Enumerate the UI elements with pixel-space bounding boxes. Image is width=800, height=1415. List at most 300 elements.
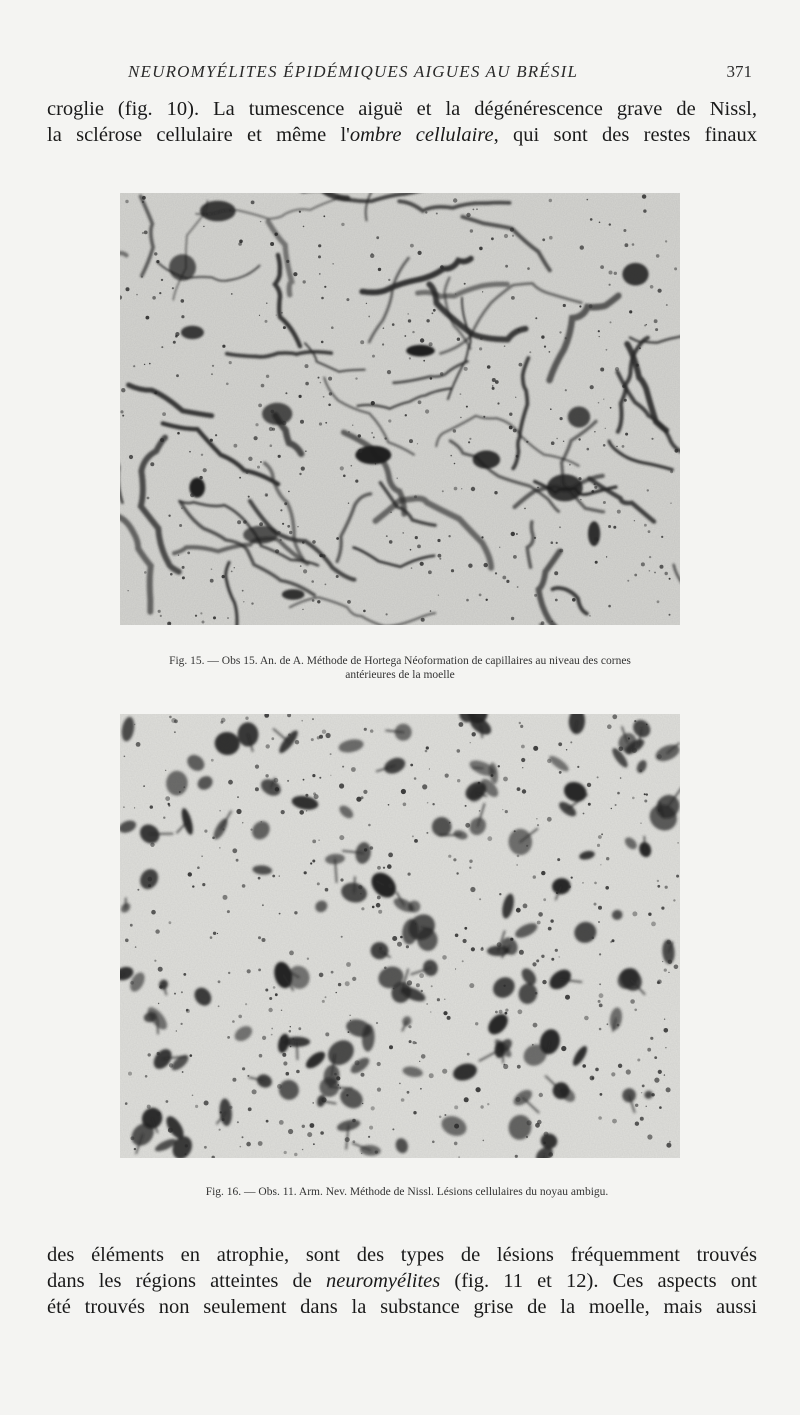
granule <box>158 967 163 972</box>
granule <box>236 809 241 814</box>
granule <box>318 377 320 379</box>
cell-body-stain <box>406 345 435 357</box>
granule <box>527 1120 532 1125</box>
cell-body-stain <box>547 474 583 501</box>
granule <box>286 260 289 263</box>
granule <box>480 1105 483 1108</box>
granule <box>674 965 679 970</box>
granule <box>303 226 305 228</box>
granule <box>498 765 500 767</box>
granule <box>412 835 414 837</box>
granule <box>674 267 677 270</box>
granule <box>178 555 179 556</box>
granule <box>510 228 514 232</box>
granule <box>639 769 642 772</box>
granule <box>626 1069 631 1074</box>
granule <box>137 889 139 891</box>
granule <box>600 368 604 372</box>
granule <box>428 570 432 574</box>
granule <box>130 924 133 927</box>
granule <box>665 240 667 242</box>
granule <box>361 1073 365 1077</box>
granule <box>388 853 393 858</box>
granule <box>509 413 512 416</box>
granule <box>460 393 462 395</box>
granule <box>279 913 281 915</box>
granule <box>284 1151 287 1154</box>
granule <box>622 445 625 448</box>
granule <box>440 265 444 269</box>
granule <box>499 1010 503 1014</box>
granule <box>670 503 671 504</box>
granule <box>169 716 172 719</box>
granule <box>416 983 420 987</box>
granule <box>455 934 459 938</box>
granule <box>162 412 166 416</box>
granule <box>511 617 514 620</box>
granule <box>369 1126 373 1130</box>
granule <box>281 810 285 814</box>
granule <box>301 720 303 722</box>
granule <box>658 289 662 293</box>
granule <box>519 950 524 955</box>
granule <box>370 729 373 732</box>
granule <box>376 903 381 908</box>
granule <box>503 1064 508 1069</box>
granule <box>324 286 326 288</box>
granule <box>589 615 590 616</box>
granule <box>364 728 367 731</box>
granule <box>372 906 375 909</box>
granule <box>439 558 441 560</box>
granule <box>242 1136 244 1138</box>
granule <box>491 237 494 240</box>
running-title: NEUROMYÉLITES ÉPIDÉMIQUES AIGUES AU BRÉSIL <box>128 62 579 81</box>
granule <box>430 1011 431 1012</box>
granule <box>268 1008 272 1012</box>
granule <box>372 355 375 358</box>
granule <box>234 444 238 448</box>
granule <box>328 377 332 381</box>
granule <box>541 335 544 338</box>
granule <box>664 1019 665 1020</box>
granule <box>599 1004 603 1008</box>
granule <box>522 767 523 768</box>
granule <box>611 1072 615 1076</box>
granule <box>306 810 307 811</box>
granule <box>598 1000 601 1003</box>
granule <box>655 328 658 331</box>
paragraph-line <box>47 1268 757 1294</box>
granule <box>448 535 450 537</box>
granule <box>358 885 362 889</box>
granule <box>284 502 287 505</box>
granule <box>289 1030 292 1033</box>
granule <box>317 600 320 603</box>
granule <box>439 1116 442 1119</box>
figure-15-micrograph <box>120 193 680 625</box>
granule <box>617 1024 620 1027</box>
granule <box>169 622 171 624</box>
granule <box>599 222 601 224</box>
granule <box>360 893 361 894</box>
granule <box>479 347 482 350</box>
granule <box>628 737 630 739</box>
granule <box>597 844 600 847</box>
granule <box>255 787 259 791</box>
granule <box>433 309 436 312</box>
granule <box>362 1103 363 1104</box>
caption-line: Fig. 15. — Obs 15. An. de A. Méthode de Hortega Néoformation de capillaires au niveau des cornes <box>169 655 631 667</box>
granule <box>541 871 545 875</box>
granule <box>565 995 570 1000</box>
granule <box>188 872 192 876</box>
granule <box>212 365 214 367</box>
granule <box>505 810 508 813</box>
granule <box>470 229 473 232</box>
granule <box>520 725 523 728</box>
granule <box>400 936 403 939</box>
granule <box>479 898 481 900</box>
granule <box>582 882 583 883</box>
granule <box>408 1025 411 1028</box>
granule <box>248 457 252 461</box>
granule <box>176 1030 177 1031</box>
dendrite-stain <box>474 768 483 769</box>
granule <box>665 572 668 575</box>
granule <box>649 570 651 572</box>
granule <box>516 1097 521 1102</box>
granule <box>517 855 520 858</box>
granule <box>444 999 445 1000</box>
paragraph-top <box>47 96 757 148</box>
granule <box>420 338 424 342</box>
granule <box>401 1098 405 1102</box>
granule <box>471 947 475 951</box>
granule <box>340 1087 342 1089</box>
granule <box>610 321 612 323</box>
granule <box>559 331 561 333</box>
granule <box>442 1069 447 1074</box>
granule <box>519 722 521 724</box>
granule <box>156 260 159 263</box>
granule <box>147 497 150 500</box>
granule <box>254 436 258 440</box>
granule <box>376 1022 378 1024</box>
granule <box>260 461 262 463</box>
granule <box>242 822 243 823</box>
cell-body-stain <box>622 263 648 286</box>
granule <box>258 936 261 939</box>
granule <box>657 880 659 882</box>
granule <box>625 433 628 436</box>
granule <box>219 1129 221 1131</box>
granule <box>536 818 537 819</box>
granule <box>136 742 141 747</box>
granule <box>447 1016 451 1020</box>
granule <box>338 983 341 986</box>
granule <box>364 848 367 851</box>
granule <box>442 955 447 960</box>
granule <box>547 759 551 763</box>
granule <box>305 451 306 452</box>
granule <box>387 864 392 869</box>
granule <box>290 1046 292 1048</box>
granule <box>569 796 571 798</box>
granule <box>572 598 576 602</box>
granule <box>429 342 433 346</box>
granule <box>480 337 483 340</box>
granule <box>566 749 567 750</box>
granule <box>204 1146 207 1149</box>
figure-15-caption <box>60 654 740 682</box>
granule <box>479 247 483 251</box>
granule <box>204 830 207 833</box>
granule <box>168 804 170 806</box>
granule <box>160 615 162 617</box>
granule <box>515 1155 518 1158</box>
granule <box>454 1142 458 1146</box>
granule <box>594 882 597 885</box>
granule <box>181 315 184 318</box>
granule <box>654 572 656 574</box>
granule <box>407 980 412 985</box>
granule <box>229 1106 232 1109</box>
granule <box>612 1119 617 1124</box>
granule <box>588 803 591 806</box>
granule <box>407 1091 410 1094</box>
granule <box>449 822 451 824</box>
granule <box>243 520 247 524</box>
granule <box>600 265 604 269</box>
granule <box>668 960 672 964</box>
granule <box>370 846 374 850</box>
granule <box>144 231 148 235</box>
granule <box>618 1064 622 1068</box>
granule <box>582 1064 586 1068</box>
granule <box>634 1009 637 1012</box>
granule <box>538 912 543 917</box>
granule <box>502 809 503 810</box>
granule <box>355 1060 360 1065</box>
granule <box>299 473 301 475</box>
granule <box>662 961 663 962</box>
granule <box>258 404 262 408</box>
granule <box>307 1132 312 1137</box>
granule <box>329 392 332 395</box>
granule <box>537 487 539 489</box>
granule <box>260 221 261 222</box>
granule <box>320 1131 324 1135</box>
granule <box>454 1124 459 1129</box>
granule <box>368 316 370 318</box>
granule <box>570 741 572 743</box>
granule <box>142 232 144 234</box>
granule <box>518 329 520 331</box>
granule <box>616 446 617 447</box>
granule <box>187 552 190 555</box>
granule <box>414 495 417 498</box>
granule <box>609 284 611 286</box>
granule <box>281 312 283 314</box>
granule <box>420 1088 422 1090</box>
granule <box>265 320 268 323</box>
granule <box>142 201 144 203</box>
granule <box>402 532 404 534</box>
granule <box>468 564 472 568</box>
granule <box>464 927 467 930</box>
granule <box>419 973 424 978</box>
granule <box>415 923 416 924</box>
granule <box>580 245 584 249</box>
granule <box>598 921 600 923</box>
granule <box>479 810 481 812</box>
granule <box>414 777 417 780</box>
granule <box>175 335 178 338</box>
granule <box>280 539 282 541</box>
granule <box>541 955 544 958</box>
granule <box>487 365 491 369</box>
granule <box>222 828 224 830</box>
granule <box>239 477 241 479</box>
granule <box>600 864 601 865</box>
granule <box>243 601 244 602</box>
granule <box>255 765 259 769</box>
granule <box>634 520 635 521</box>
granule <box>425 211 427 213</box>
cell-body-stain <box>588 521 600 546</box>
granule <box>521 745 525 749</box>
granule <box>463 939 467 943</box>
granule <box>218 1005 220 1007</box>
granule <box>444 1114 446 1116</box>
granule <box>644 793 646 795</box>
granule <box>168 515 170 517</box>
granule <box>425 750 428 753</box>
granule <box>120 410 123 413</box>
granule <box>505 1009 508 1012</box>
granule <box>257 466 260 469</box>
granule <box>182 566 185 569</box>
granule <box>513 429 517 433</box>
granule <box>646 793 648 795</box>
granule <box>227 617 229 619</box>
granule <box>415 536 418 539</box>
text-run: (fig. 11 et 12). Ces aspects ont <box>440 1270 757 1292</box>
granule <box>457 749 461 753</box>
granule <box>417 443 418 444</box>
granule <box>632 797 635 800</box>
granule <box>641 562 645 566</box>
granule <box>657 885 660 888</box>
granule <box>301 467 305 471</box>
granule <box>388 279 390 281</box>
granule <box>513 555 517 559</box>
granule <box>211 373 213 375</box>
granule <box>352 1119 356 1123</box>
granule <box>388 419 391 422</box>
granule <box>646 324 647 325</box>
granule <box>600 1093 603 1096</box>
text-run: la sclérose cellulaire et même l' <box>47 124 350 146</box>
granule <box>563 441 564 442</box>
granule <box>598 906 602 910</box>
granule <box>476 1087 481 1092</box>
granule <box>411 567 413 569</box>
granule <box>371 1106 375 1110</box>
granule <box>272 875 275 878</box>
granule <box>534 594 537 597</box>
granule <box>438 595 439 596</box>
granule <box>511 296 515 300</box>
granule <box>179 524 182 527</box>
granule <box>516 864 517 865</box>
granule <box>599 993 604 998</box>
granule <box>289 951 294 956</box>
granule <box>189 451 191 453</box>
granule <box>410 764 413 767</box>
granule <box>312 599 315 602</box>
granule <box>360 340 364 344</box>
granule <box>247 969 251 973</box>
granule <box>266 1120 269 1123</box>
granule <box>281 1010 282 1011</box>
granule <box>353 1140 356 1143</box>
granule <box>238 1015 242 1019</box>
granule <box>231 571 233 573</box>
granule <box>459 722 464 727</box>
granule <box>598 402 600 404</box>
granule <box>217 933 218 934</box>
granule <box>169 921 172 924</box>
granule <box>413 1111 416 1114</box>
granule <box>312 860 315 863</box>
granule <box>599 1028 602 1031</box>
granule <box>469 438 471 440</box>
granule <box>519 363 523 367</box>
granule <box>556 438 557 439</box>
granule <box>340 466 344 470</box>
granule <box>651 922 656 927</box>
granule <box>467 1053 470 1056</box>
granule <box>544 1132 549 1137</box>
granule <box>386 613 388 615</box>
granule <box>442 490 444 492</box>
granule <box>223 895 228 900</box>
granule <box>228 780 233 785</box>
granule <box>521 758 525 762</box>
granule <box>526 1136 528 1138</box>
granule <box>497 942 502 947</box>
granule <box>204 1101 209 1106</box>
granule <box>606 556 607 557</box>
cell-body-stain <box>169 254 196 280</box>
granule <box>557 858 560 861</box>
granule <box>303 280 306 283</box>
granule <box>465 805 467 807</box>
granule <box>668 972 669 973</box>
granule <box>470 742 471 743</box>
granule <box>646 1106 647 1107</box>
granule <box>179 791 181 793</box>
granule <box>273 986 276 989</box>
granule <box>237 796 239 798</box>
granule <box>159 985 162 988</box>
granule <box>499 547 500 548</box>
granule <box>305 382 309 386</box>
granule <box>226 383 229 386</box>
granule <box>598 330 600 332</box>
